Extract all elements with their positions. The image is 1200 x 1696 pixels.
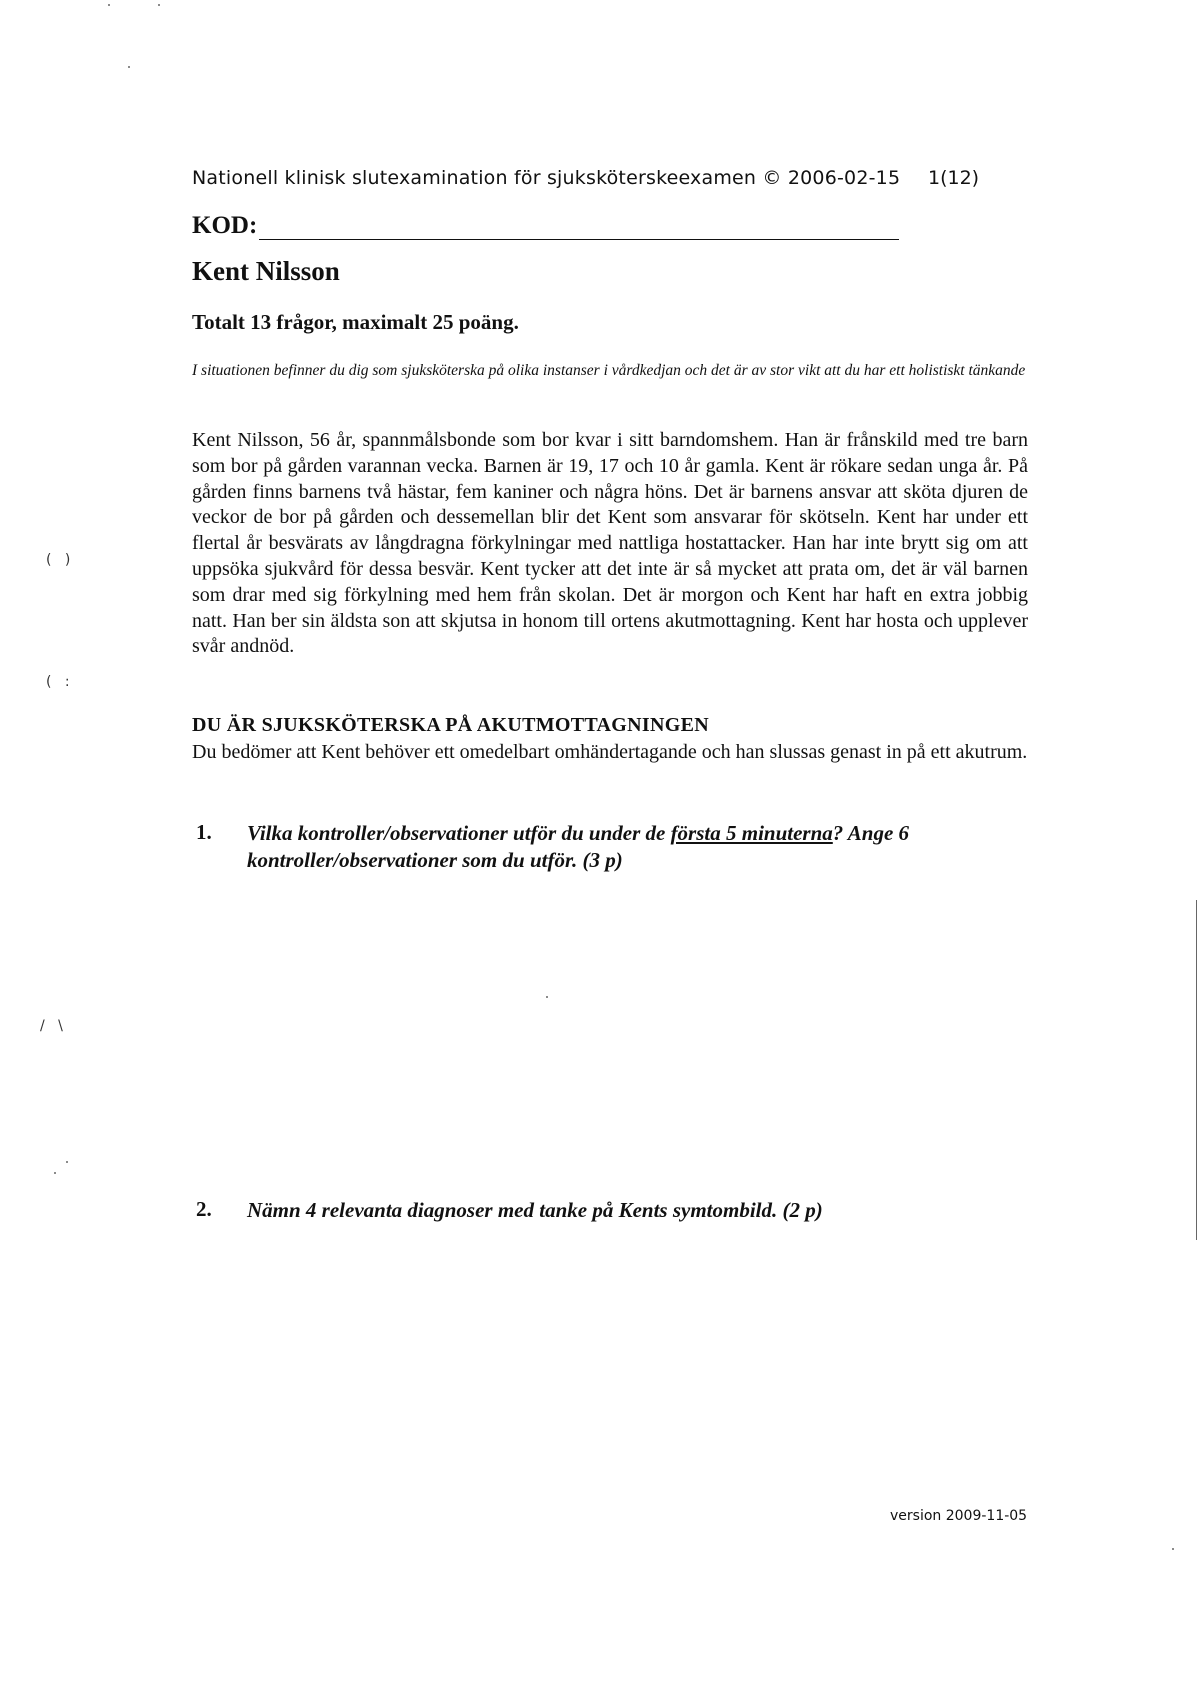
- question-1-text: [247, 820, 987, 874]
- intro-text: I situationen befinner du dig som sjuksköterska på olika instanser i vårdkedjan och det är av stor vikt att du har ett holistiskt tänkande: [192, 362, 1026, 379]
- punch-hole-mark: / \: [40, 1018, 63, 1034]
- section-heading: DU ÄR SJUKSKÖTERSKA PÅ AKUTMOTTAGNINGEN: [192, 714, 709, 736]
- scan-speck: [66, 1161, 68, 1163]
- case-description: Kent Nilsson, 56 år, spannmålsbonde som bor kvar i sitt barndomshem. Han är frånskild med tre barn som bor på gården varannan vecka. Barnen är 19, 17 och 10 år gamla. Kent är rökare sedan unga år. På gården finns barnens två hästar, fem kaniner och några höns. Det är barnens ansvar att sköta djuren de veckor de bor på gården och dessemellan blir det Kent som ansvarar för skötseln. Kent har under ett flertal år besvärats av långdragna förkylningar med nattliga hostattacker. Han har inte brytt sig om att uppsöka sjukvård för dessa besvär. Kent tycker att det inte är så mycket att prata om, det är väl barnen som drar med sig förkylning med hem från skolan. Det är morgon och Kent har haft en extra jobbig natt. Han ber sin äldsta son att skjutsa in honom till ortens akutmottagning. Kent har hosta och upplever svår andnöd.: [192, 429, 1028, 658]
- version-footer: version 2009-11-05: [890, 1508, 1028, 1524]
- case-title: Kent Nilsson: [192, 256, 340, 286]
- question-1-text-after: ? Ange 6 kontroller/observationer som du utför. (3 p): [247, 821, 910, 872]
- punch-hole-mark: ( ): [46, 552, 71, 568]
- question-1-number: 1.: [196, 820, 212, 844]
- scan-speck: [54, 1172, 56, 1174]
- scan-edge-line: [1196, 900, 1197, 1240]
- scan-speck: [158, 4, 160, 6]
- scan-speck: [128, 66, 130, 68]
- question-2-text: Nämn 4 relevanta diagnoser med tanke på Kents symtombild. (2 p): [247, 1198, 823, 1222]
- exam-header-title: Nationell klinisk slutexamination för sjuksköterskeexamen © 2006-02-15: [192, 167, 901, 189]
- question-1-text-underlined: första 5 minuterna: [670, 821, 833, 845]
- kod-label: KOD:: [192, 212, 258, 239]
- punch-hole-mark: ( :: [46, 674, 70, 690]
- scan-speck: [546, 996, 548, 998]
- question-1-text-before: Vilka kontroller/observationer utför du under de: [247, 821, 671, 845]
- scan-speck: [1172, 1548, 1174, 1550]
- kod-field: [192, 212, 899, 240]
- scan-speck: [108, 4, 110, 6]
- question-summary: Totalt 13 frågor, maximalt 25 poäng.: [192, 310, 519, 334]
- section-body: Du bedömer att Kent behöver ett omedelbart omhändertagande och han slussas genast in på ett akutrum.: [192, 741, 1028, 763]
- page-number: 1(12): [928, 167, 980, 189]
- kod-answer-line: [259, 219, 899, 240]
- question-2-number: 2.: [196, 1197, 212, 1221]
